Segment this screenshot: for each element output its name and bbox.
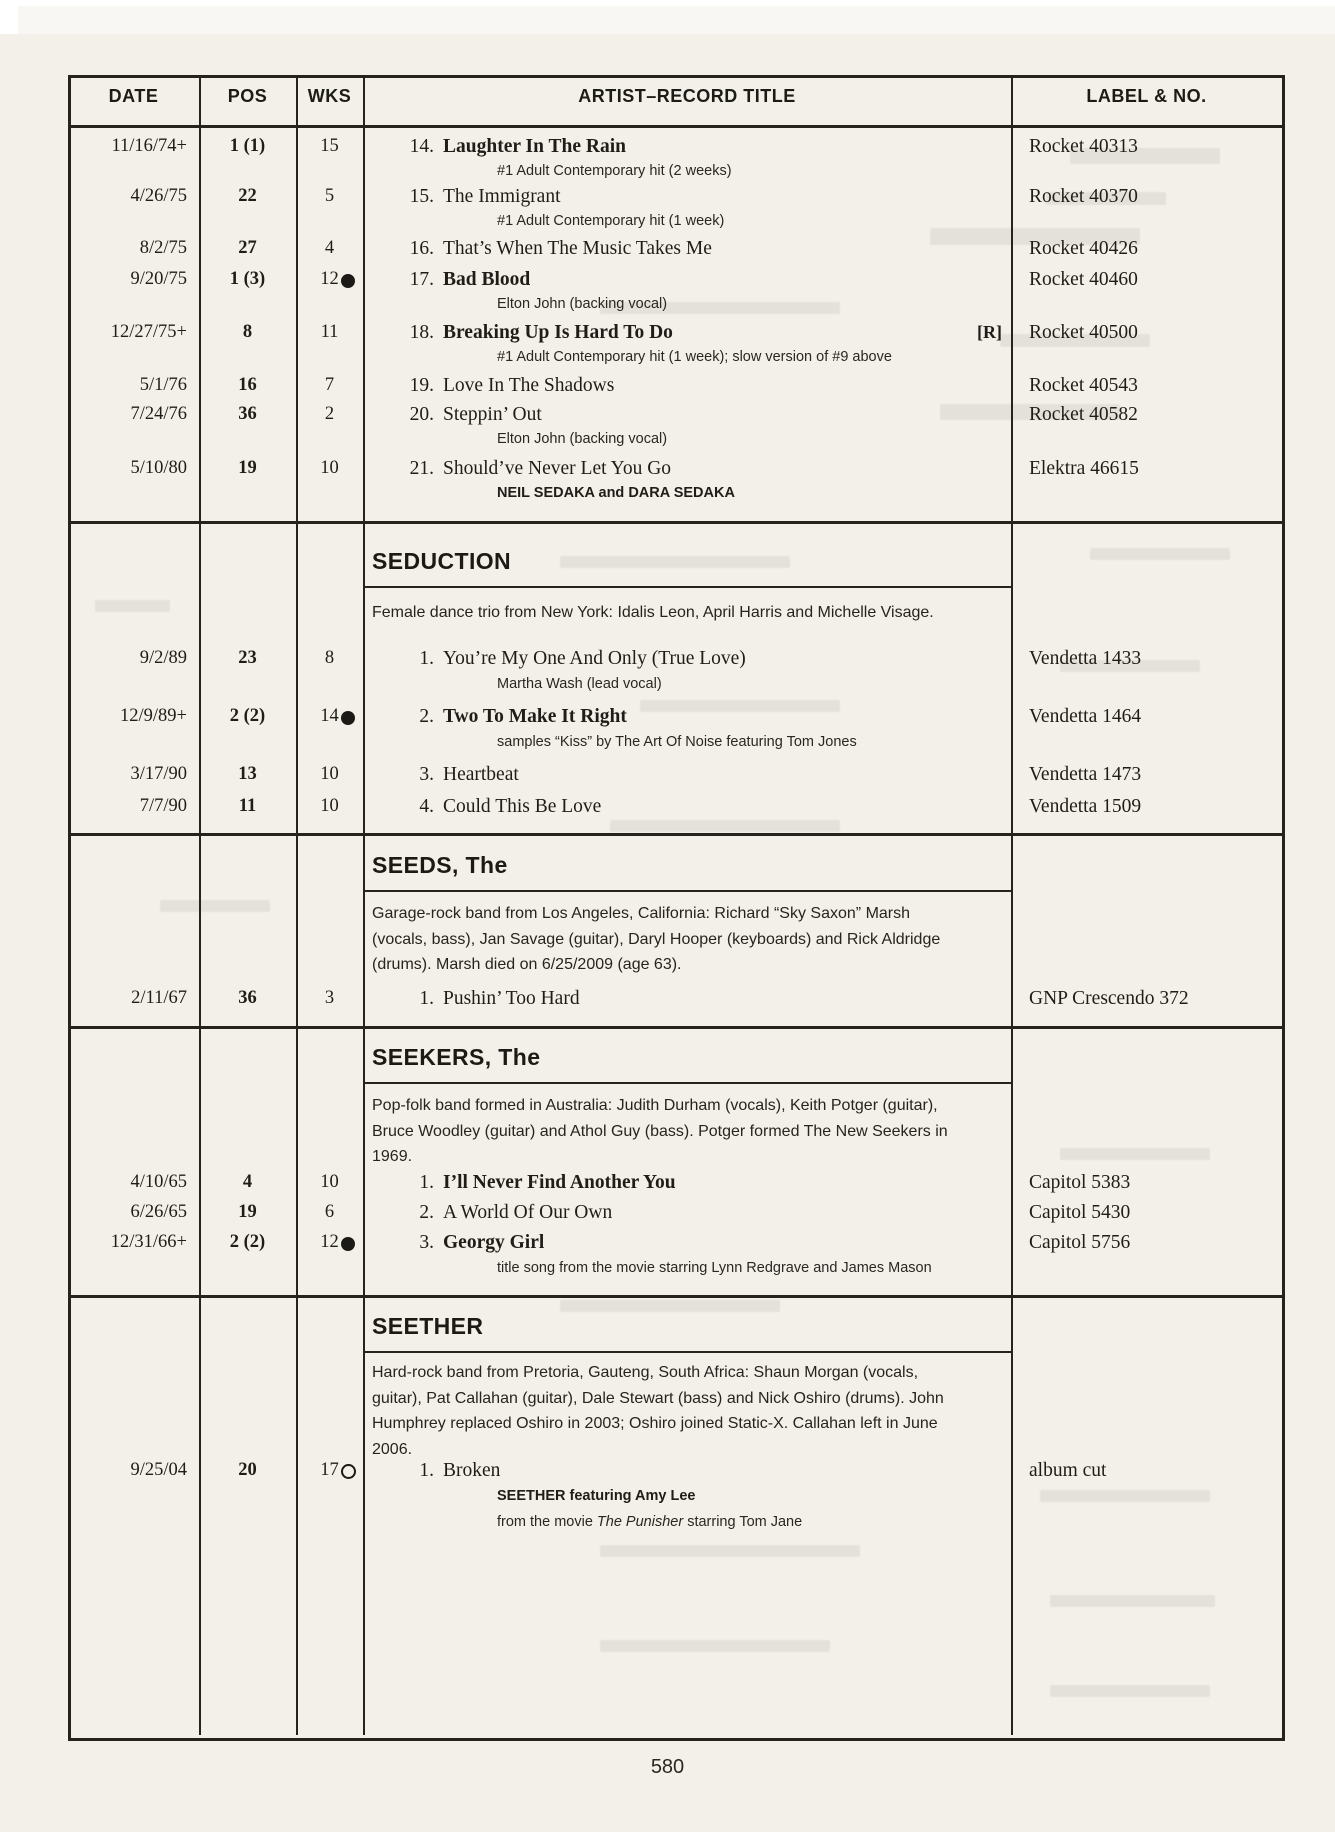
- entry-title: Steppin’ Out: [443, 404, 542, 425]
- entry-weeks: 11: [320, 322, 339, 342]
- table-row: [68, 404, 1282, 430]
- entry-label: Elektra 46615: [1029, 458, 1139, 479]
- table-row: [68, 269, 1282, 295]
- entry-number: 4.: [419, 796, 434, 817]
- artist-section-header: SEDUCTION: [372, 548, 512, 574]
- artist-underline: [363, 1082, 1013, 1084]
- entry-title: I’ll Never Find Another You: [443, 1172, 676, 1193]
- entry-peak-pos: 8: [242, 322, 253, 342]
- entry-peak-pos: 23: [238, 648, 257, 668]
- column-header-wks: WKS: [307, 86, 352, 106]
- artist-bio: Pop-folk band formed in Australia: Judith Durham (vocals), Keith Potger (guitar), Bruce Woodley (guitar) and Athol Guy (bass). Potger formed The New Seekers in 1969.: [372, 1097, 948, 1165]
- table-row: [68, 1232, 1282, 1258]
- section-separator: [68, 521, 1282, 524]
- entry-label: Rocket 40543: [1029, 375, 1138, 396]
- header-underline: [68, 125, 1282, 128]
- column-header-title: ARTIST–RECORD TITLE: [578, 86, 796, 106]
- entry-note: title song from the movie starring Lynn Redgrave and James Mason: [497, 1260, 932, 1276]
- entry-label: album cut: [1029, 1460, 1107, 1481]
- entry-peak-pos: 1 (3): [229, 269, 266, 289]
- entry-weeks: 14: [320, 706, 339, 726]
- entry-artist-credit: NEIL SEDAKA and DARA SEDAKA: [497, 485, 735, 501]
- entry-peak-pos: 22: [238, 186, 257, 206]
- table-row: [68, 764, 1282, 790]
- entry-title: Should’ve Never Let You Go: [443, 458, 672, 479]
- table-row: [68, 1202, 1282, 1228]
- entry-number: 2.: [419, 1202, 434, 1223]
- entry-note: [497, 1514, 802, 1530]
- table-row: [68, 706, 1282, 732]
- entry-label: Capitol 5430: [1029, 1202, 1131, 1223]
- entry-title: Two To Make It Right: [443, 706, 627, 727]
- entry-number: 1.: [419, 648, 434, 669]
- entry-note: #1 Adult Contemporary hit (1 week); slow version of #9 above: [497, 349, 892, 365]
- table-row: [68, 136, 1282, 162]
- entry-date: 9/20/75: [130, 269, 187, 289]
- entry-weeks: 17: [320, 1460, 339, 1480]
- entry-title: Bad Blood: [443, 269, 531, 290]
- entry-title: A World Of Our Own: [443, 1202, 613, 1223]
- artist-underline: [363, 890, 1013, 892]
- entry-weeks: 10: [320, 1172, 339, 1192]
- movie-note-prefix: from the movie: [497, 1514, 597, 1530]
- entry-label: Vendetta 1509: [1029, 796, 1142, 817]
- artist-underline: [363, 1351, 1013, 1353]
- entry-number: 17.: [409, 269, 434, 290]
- section-separator: [68, 1295, 1282, 1298]
- entry-weeks: 12: [320, 269, 339, 289]
- artist-bio: Garage-rock band from Los Angeles, California: Richard “Sky Saxon” Marsh (vocals, bass), Jan Savage (guitar), Daryl Hooper (keyboards) and Rick Aldridge (drums). Marsh died on 6/25/2009 (age 63).: [372, 905, 941, 973]
- table-row: [68, 238, 1282, 264]
- entry-label: Rocket 40426: [1029, 238, 1138, 259]
- entry-note: Elton John (backing vocal): [497, 296, 668, 312]
- table-row: [68, 988, 1282, 1014]
- entry-weeks: 7: [324, 375, 335, 395]
- table-row: [68, 458, 1282, 484]
- entry-label: Vendetta 1464: [1029, 706, 1142, 727]
- entry-weeks: 4: [324, 238, 335, 258]
- rerelease-flag: [R]: [977, 322, 1002, 342]
- entry-label: Rocket 40582: [1029, 404, 1138, 425]
- entry-title: You’re My One And Only (True Love): [443, 648, 746, 669]
- entry-date: 12/27/75+: [110, 322, 187, 342]
- entry-weeks: 10: [320, 764, 339, 784]
- entry-number: 15.: [409, 186, 434, 207]
- entry-weeks: 12: [320, 1232, 339, 1252]
- artist-underline: [363, 586, 1013, 588]
- entry-weeks: 10: [320, 458, 339, 478]
- entry-number: 20.: [409, 404, 434, 425]
- artist-bio: Hard-rock band from Pretoria, Gauteng, South Africa: Shaun Morgan (vocals, guitar), Pat Callahan (guitar), Dale Stewart (bass) and Nick Oshiro (drums). John Humphrey replaced Oshiro in 2003; Oshiro joined Static-X. Callahan left in June 2006.: [372, 1364, 944, 1458]
- entry-title: The Immigrant: [443, 186, 561, 207]
- movie-note-suffix: starring Tom Jane: [683, 1514, 803, 1530]
- entry-weeks: 15: [320, 136, 339, 156]
- entry-number: 2.: [419, 706, 434, 727]
- entry-label: Rocket 40370: [1029, 186, 1138, 207]
- entry-peak-pos: 4: [242, 1172, 253, 1192]
- entry-date: 9/25/04: [130, 1460, 187, 1480]
- page-number: 580: [650, 1756, 685, 1778]
- entry-note: Elton John (backing vocal): [497, 431, 668, 447]
- entry-weeks: 8: [324, 648, 335, 668]
- entry-title: Breaking Up Is Hard To Do: [443, 322, 673, 343]
- entry-title: Pushin’ Too Hard: [443, 988, 580, 1009]
- column-header-date: DATE: [108, 86, 159, 106]
- entry-title: Georgy Girl: [443, 1232, 545, 1253]
- entry-number: 21.: [409, 458, 434, 479]
- entry-peak-pos: 27: [238, 238, 257, 258]
- entry-peak-pos: 36: [238, 988, 257, 1008]
- entry-number: 14.: [409, 136, 434, 157]
- table-row: [68, 648, 1282, 674]
- artist-bio: Female dance trio from New York: Idalis Leon, April Harris and Michelle Visage.: [372, 604, 934, 621]
- gold-record-dot-icon: [341, 711, 355, 725]
- entry-label: Rocket 40313: [1029, 136, 1138, 157]
- entry-label: Vendetta 1433: [1029, 648, 1142, 669]
- entry-peak-pos: 36: [238, 404, 257, 424]
- entry-weeks: 10: [320, 796, 339, 816]
- entry-date: 4/26/75: [130, 186, 187, 206]
- gold-record-dot-icon: [341, 274, 355, 288]
- entry-peak-pos: 2 (2): [229, 706, 266, 726]
- entry-date: 7/7/90: [139, 796, 187, 816]
- entry-peak-pos: 19: [238, 1202, 257, 1222]
- entry-title: Heartbeat: [443, 764, 519, 785]
- entry-label: Capitol 5383: [1029, 1172, 1131, 1193]
- entry-peak-pos: 16: [238, 375, 257, 395]
- table-row: [68, 1172, 1282, 1198]
- entry-label: Rocket 40460: [1029, 269, 1138, 290]
- entry-label: Vendetta 1473: [1029, 764, 1142, 785]
- entry-label: Rocket 40500: [1029, 322, 1138, 343]
- entry-title: That’s When The Music Takes Me: [443, 238, 712, 259]
- entry-title: Broken: [443, 1460, 501, 1481]
- entry-note: #1 Adult Contemporary hit (1 week): [497, 213, 725, 229]
- entry-weeks: 3: [324, 988, 335, 1008]
- entry-artist-credit: SEETHER featuring Amy Lee: [497, 1488, 696, 1504]
- section-separator: [68, 1026, 1282, 1029]
- movie-note-title: The Punisher: [596, 1514, 684, 1530]
- entry-date: 5/1/76: [139, 375, 187, 395]
- entry-peak-pos: 13: [238, 764, 257, 784]
- entry-number: 3.: [419, 764, 434, 785]
- entry-label: GNP Crescendo 372: [1029, 988, 1189, 1009]
- artist-section-header: SEEDS, The: [372, 852, 508, 878]
- paper-background-top: [18, 6, 1335, 36]
- entry-number: 16.: [409, 238, 434, 259]
- table-row: [68, 1460, 1282, 1486]
- entry-peak-pos: 11: [238, 796, 257, 816]
- entry-date: 3/17/90: [130, 764, 187, 784]
- entry-label: Capitol 5756: [1029, 1232, 1131, 1253]
- entry-peak-pos: 2 (2): [229, 1232, 266, 1252]
- table-row: [68, 796, 1282, 822]
- entry-peak-pos: 1 (1): [229, 136, 266, 156]
- entry-number: 1.: [419, 1460, 434, 1481]
- table-row: [68, 322, 1282, 348]
- gold-record-dot-icon: [341, 1237, 355, 1251]
- entry-title: Laughter In The Rain: [443, 136, 626, 157]
- entry-note: #1 Adult Contemporary hit (2 weeks): [497, 163, 732, 179]
- entry-number: 3.: [419, 1232, 434, 1253]
- entry-date: 9/2/89: [139, 648, 187, 668]
- entry-date: 6/26/65: [130, 1202, 187, 1222]
- entry-weeks: 6: [324, 1202, 335, 1222]
- entry-note: Martha Wash (lead vocal): [497, 676, 662, 692]
- table-row: [68, 186, 1282, 212]
- entry-date: 12/31/66+: [110, 1232, 187, 1252]
- table-row: [68, 375, 1282, 401]
- entry-number: 19.: [409, 375, 434, 396]
- entry-date: 8/2/75: [139, 238, 187, 258]
- entry-date: 12/9/89+: [120, 706, 187, 726]
- entry-number: 1.: [419, 1172, 434, 1193]
- entry-title: Could This Be Love: [443, 796, 602, 817]
- entry-date: 4/10/65: [130, 1172, 187, 1192]
- entry-note: samples “Kiss” by The Art Of Noise featuring Tom Jones: [497, 734, 857, 750]
- artist-section-header: SEEKERS, The: [372, 1044, 541, 1070]
- open-circle-icon: [341, 1464, 356, 1479]
- entry-date: 5/10/80: [130, 458, 187, 478]
- section-separator: [68, 833, 1282, 836]
- column-header-label: LABEL & NO.: [1086, 86, 1207, 106]
- entry-number: 18.: [409, 322, 434, 343]
- entry-date: 7/24/76: [130, 404, 187, 424]
- entry-weeks: 2: [324, 404, 335, 424]
- entry-peak-pos: 20: [238, 1460, 257, 1480]
- artist-section-header: SEETHER: [372, 1313, 484, 1339]
- entry-date: 11/16/74+: [111, 136, 187, 156]
- column-header-pos: POS: [227, 86, 268, 106]
- entry-weeks: 5: [324, 186, 335, 206]
- entry-number: 1.: [419, 988, 434, 1009]
- entry-title: Love In The Shadows: [443, 375, 615, 396]
- entry-date: 2/11/67: [131, 988, 187, 1008]
- entry-peak-pos: 19: [238, 458, 257, 478]
